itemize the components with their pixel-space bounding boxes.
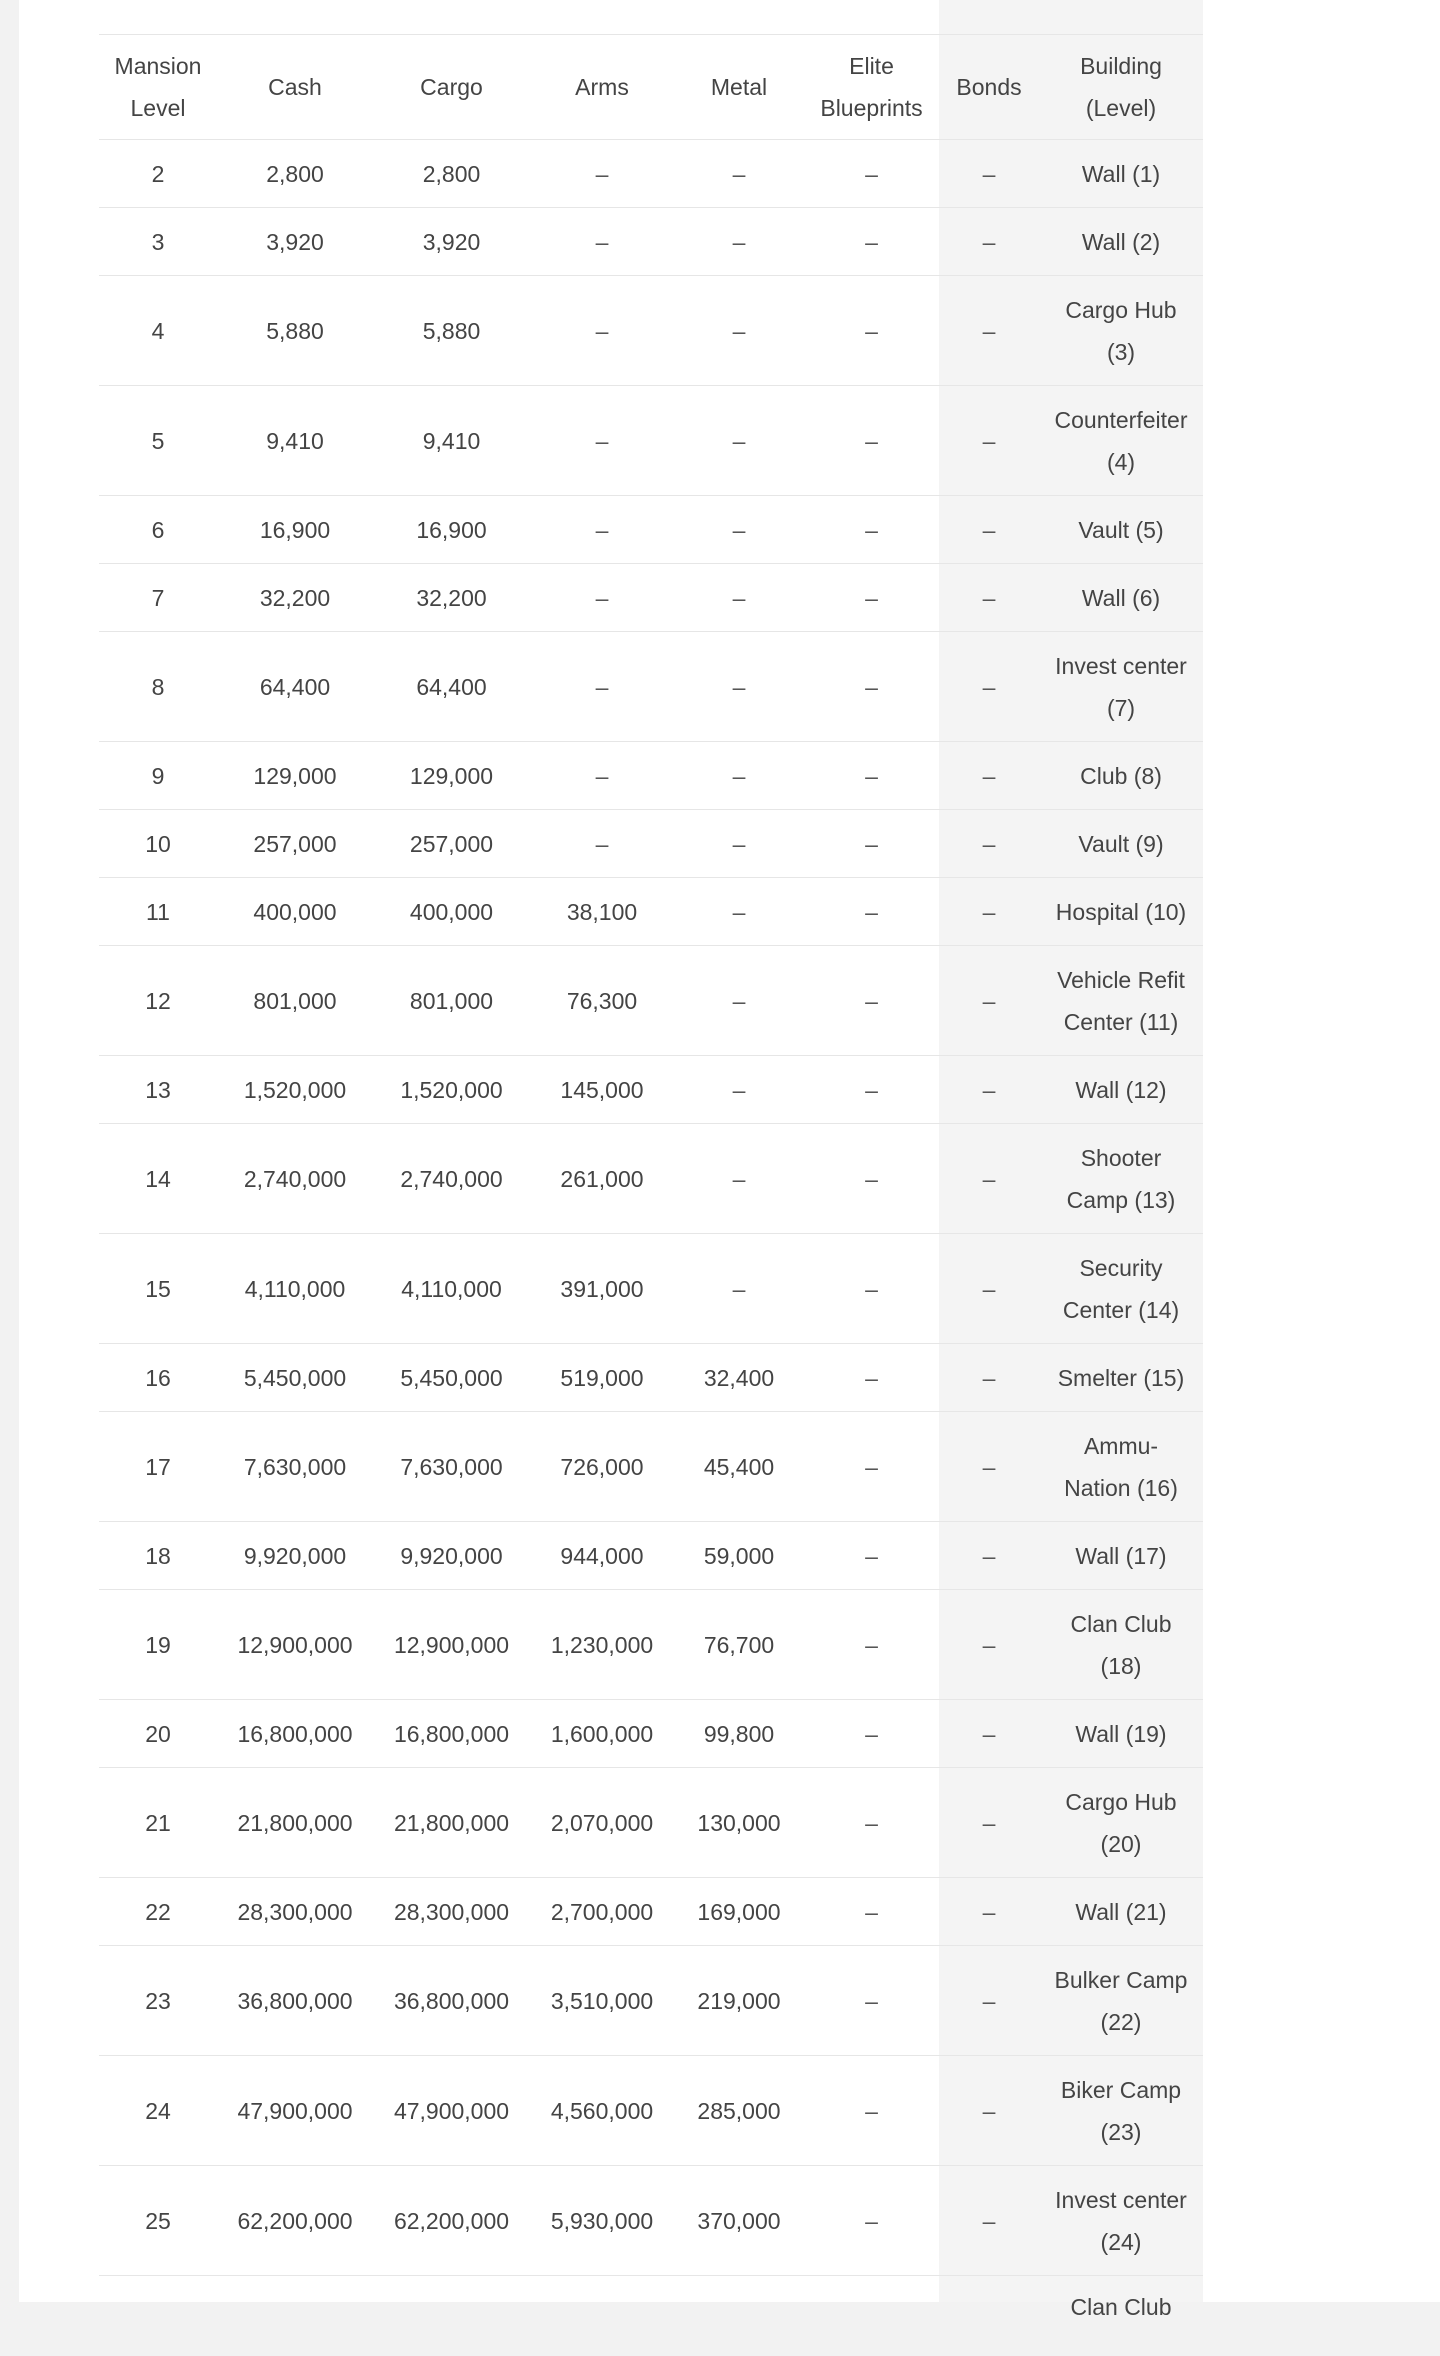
building-text: Invest center bbox=[1055, 653, 1187, 679]
column-header-text: Cargo bbox=[420, 74, 483, 100]
table-row bbox=[99, 1056, 1203, 1124]
elite-blueprints-cell: – bbox=[804, 1700, 939, 1768]
elite-blueprints-cell: – bbox=[804, 1590, 939, 1700]
column-header-bonds bbox=[939, 35, 1039, 140]
cash-cell: 28,300,000 bbox=[217, 1878, 373, 1946]
level-cell: 11 bbox=[99, 878, 217, 946]
arms-cell: 519,000 bbox=[530, 1344, 674, 1412]
cash-cell: 62,200,000 bbox=[217, 2166, 373, 2276]
empty-cell bbox=[217, 2276, 373, 2356]
cash-cell: 12,900,000 bbox=[217, 1590, 373, 1700]
cash-cell: 400,000 bbox=[217, 878, 373, 946]
table-row bbox=[99, 1344, 1203, 1412]
cargo-cell: 5,450,000 bbox=[373, 1344, 530, 1412]
elite-blueprints-cell: – bbox=[804, 878, 939, 946]
bonds-cell: – bbox=[939, 1768, 1039, 1878]
arms-cell: – bbox=[530, 386, 674, 496]
arms-cell: 391,000 bbox=[530, 1234, 674, 1344]
cash-cell: 7,630,000 bbox=[217, 1412, 373, 1522]
arms-cell: 76,300 bbox=[530, 946, 674, 1056]
table-row bbox=[99, 276, 1203, 386]
building-text: Invest center bbox=[1055, 2187, 1187, 2213]
building-cell bbox=[1039, 1946, 1203, 2056]
building-text: Biker Camp bbox=[1061, 2077, 1181, 2103]
elite-blueprints-cell: – bbox=[804, 276, 939, 386]
level-cell: 8 bbox=[99, 632, 217, 742]
building-text: Vehicle Refit bbox=[1057, 967, 1185, 993]
level-cell: 19 bbox=[99, 1590, 217, 1700]
metal-cell: 59,000 bbox=[674, 1522, 804, 1590]
level-cell: 22 bbox=[99, 1878, 217, 1946]
arms-cell: 5,930,000 bbox=[530, 2166, 674, 2276]
building-text: Cargo Hub bbox=[1065, 1789, 1176, 1815]
elite-blueprints-cell: – bbox=[804, 810, 939, 878]
building-text: Vault (5) bbox=[1078, 517, 1163, 543]
cargo-cell: 47,900,000 bbox=[373, 2056, 530, 2166]
column-header-text: Metal bbox=[711, 74, 767, 100]
building-cell bbox=[1039, 2166, 1203, 2276]
level-cell: 3 bbox=[99, 208, 217, 276]
building-cell bbox=[1039, 1590, 1203, 1700]
building-text: (20) bbox=[1101, 1831, 1142, 1857]
metal-cell: – bbox=[674, 208, 804, 276]
building-cell bbox=[1039, 1522, 1203, 1590]
arms-cell: 1,230,000 bbox=[530, 1590, 674, 1700]
cargo-cell: 129,000 bbox=[373, 742, 530, 810]
building-cell bbox=[1039, 742, 1203, 810]
table-row bbox=[99, 386, 1203, 496]
building-cell bbox=[1039, 1344, 1203, 1412]
level-cell: 5 bbox=[99, 386, 217, 496]
level-cell: 15 bbox=[99, 1234, 217, 1344]
bonds-cell: – bbox=[939, 2056, 1039, 2166]
cargo-cell: 62,200,000 bbox=[373, 2166, 530, 2276]
elite-blueprints-cell: – bbox=[804, 1056, 939, 1124]
column-header-text: Elite bbox=[849, 53, 894, 79]
left-margin bbox=[0, 0, 19, 2302]
building-cell bbox=[1039, 496, 1203, 564]
column-header-text: Mansion bbox=[115, 53, 202, 79]
right-margin bbox=[1203, 0, 1440, 2302]
building-text: Center (11) bbox=[1064, 1009, 1179, 1035]
table-row bbox=[99, 1878, 1203, 1946]
arms-cell: 944,000 bbox=[530, 1522, 674, 1590]
table-row bbox=[99, 810, 1203, 878]
building-text: Center (14) bbox=[1063, 1297, 1179, 1323]
table-row bbox=[99, 1234, 1203, 1344]
metal-cell: 219,000 bbox=[674, 1946, 804, 2056]
column-header-text: Cash bbox=[268, 74, 322, 100]
building-cell bbox=[1039, 140, 1203, 208]
arms-cell: – bbox=[530, 564, 674, 632]
arms-cell: 261,000 bbox=[530, 1124, 674, 1234]
building-cell bbox=[1039, 564, 1203, 632]
level-cell: 18 bbox=[99, 1522, 217, 1590]
cargo-cell: 7,630,000 bbox=[373, 1412, 530, 1522]
elite-blueprints-cell: – bbox=[804, 742, 939, 810]
bonds-cell: – bbox=[939, 1590, 1039, 1700]
arms-cell: 4,560,000 bbox=[530, 2056, 674, 2166]
building-text: (23) bbox=[1101, 2119, 1142, 2145]
level-cell: 21 bbox=[99, 1768, 217, 1878]
column-header-mansion-level bbox=[99, 35, 217, 140]
building-cell bbox=[1039, 276, 1203, 386]
elite-blueprints-cell: – bbox=[804, 140, 939, 208]
metal-cell: – bbox=[674, 810, 804, 878]
cash-cell: 2,740,000 bbox=[217, 1124, 373, 1234]
metal-cell: 32,400 bbox=[674, 1344, 804, 1412]
cargo-cell: 64,400 bbox=[373, 632, 530, 742]
bonds-cell: – bbox=[939, 276, 1039, 386]
column-header-elite-blueprints bbox=[804, 35, 939, 140]
metal-cell: – bbox=[674, 140, 804, 208]
elite-blueprints-cell: – bbox=[804, 1412, 939, 1522]
elite-blueprints-cell: – bbox=[804, 564, 939, 632]
building-text: Wall (21) bbox=[1075, 1899, 1166, 1925]
column-header-arms bbox=[530, 35, 674, 140]
metal-cell: – bbox=[674, 276, 804, 386]
cash-cell: 257,000 bbox=[217, 810, 373, 878]
elite-blueprints-cell: – bbox=[804, 496, 939, 564]
column-header-text: Arms bbox=[575, 74, 629, 100]
table-row bbox=[99, 2166, 1203, 2276]
level-cell: 16 bbox=[99, 1344, 217, 1412]
arms-cell: 726,000 bbox=[530, 1412, 674, 1522]
cargo-cell: 21,800,000 bbox=[373, 1768, 530, 1878]
column-header-text: (Level) bbox=[1086, 95, 1156, 121]
cash-cell: 5,450,000 bbox=[217, 1344, 373, 1412]
building-text: Wall (12) bbox=[1075, 1077, 1166, 1103]
column-header-cargo bbox=[373, 35, 530, 140]
elite-blueprints-cell: – bbox=[804, 1234, 939, 1344]
bonds-cell: – bbox=[939, 564, 1039, 632]
arms-cell: – bbox=[530, 632, 674, 742]
table-body bbox=[99, 140, 1203, 2356]
elite-blueprints-cell: – bbox=[804, 208, 939, 276]
building-text: Wall (17) bbox=[1075, 1543, 1166, 1569]
level-cell: 9 bbox=[99, 742, 217, 810]
building-text: Wall (6) bbox=[1082, 585, 1160, 611]
building-cell bbox=[1039, 1412, 1203, 1522]
bonds-cell: – bbox=[939, 742, 1039, 810]
mansion-upgrade-table bbox=[99, 34, 1203, 2356]
elite-blueprints-cell: – bbox=[804, 1878, 939, 1946]
header-row bbox=[99, 35, 1203, 140]
bonds-cell: – bbox=[939, 810, 1039, 878]
table-row bbox=[99, 878, 1203, 946]
cargo-cell: 257,000 bbox=[373, 810, 530, 878]
table-row bbox=[99, 1768, 1203, 1878]
table-row-partial bbox=[99, 2276, 1203, 2356]
metal-cell: – bbox=[674, 564, 804, 632]
bonds-cell: – bbox=[939, 946, 1039, 1056]
level-cell: 24 bbox=[99, 2056, 217, 2166]
building-cell: Clan Club bbox=[1039, 2276, 1203, 2356]
elite-blueprints-cell: – bbox=[804, 2056, 939, 2166]
building-cell bbox=[1039, 878, 1203, 946]
arms-cell: – bbox=[530, 496, 674, 564]
column-header-building-level bbox=[1039, 35, 1203, 140]
bonds-cell: – bbox=[939, 386, 1039, 496]
building-cell bbox=[1039, 2056, 1203, 2166]
bonds-cell: – bbox=[939, 1344, 1039, 1412]
cargo-cell: 400,000 bbox=[373, 878, 530, 946]
bonds-cell: – bbox=[939, 878, 1039, 946]
building-cell bbox=[1039, 386, 1203, 496]
building-text: Vault (9) bbox=[1078, 831, 1163, 857]
metal-cell: 130,000 bbox=[674, 1768, 804, 1878]
cash-cell: 9,410 bbox=[217, 386, 373, 496]
arms-cell: – bbox=[530, 742, 674, 810]
building-text: Nation (16) bbox=[1064, 1475, 1178, 1501]
cash-cell: 16,800,000 bbox=[217, 1700, 373, 1768]
arms-cell: 2,700,000 bbox=[530, 1878, 674, 1946]
arms-cell: – bbox=[530, 140, 674, 208]
bonds-cell: – bbox=[939, 1878, 1039, 1946]
empty-cell bbox=[373, 2276, 530, 2356]
cash-cell: 16,900 bbox=[217, 496, 373, 564]
metal-cell: – bbox=[674, 496, 804, 564]
building-text: Club (8) bbox=[1080, 763, 1162, 789]
elite-blueprints-cell: – bbox=[804, 2166, 939, 2276]
cargo-cell: 9,410 bbox=[373, 386, 530, 496]
metal-cell: 370,000 bbox=[674, 2166, 804, 2276]
building-text: Camp (13) bbox=[1067, 1187, 1176, 1213]
cash-cell: 4,110,000 bbox=[217, 1234, 373, 1344]
bonds-cell: – bbox=[939, 1522, 1039, 1590]
building-text: Ammu- bbox=[1084, 1433, 1158, 1459]
metal-cell: – bbox=[674, 742, 804, 810]
metal-cell: – bbox=[674, 1056, 804, 1124]
building-cell bbox=[1039, 1768, 1203, 1878]
arms-cell: 3,510,000 bbox=[530, 1946, 674, 2056]
bonds-cell: – bbox=[939, 496, 1039, 564]
arms-cell: – bbox=[530, 276, 674, 386]
empty-cell bbox=[530, 2276, 674, 2356]
bonds-cell: – bbox=[939, 632, 1039, 742]
empty-cell bbox=[804, 2276, 939, 2356]
building-text: Shooter bbox=[1081, 1145, 1162, 1171]
building-cell bbox=[1039, 208, 1203, 276]
table-row bbox=[99, 1946, 1203, 2056]
table-row bbox=[99, 1522, 1203, 1590]
building-cell bbox=[1039, 1124, 1203, 1234]
elite-blueprints-cell: – bbox=[804, 1124, 939, 1234]
cargo-cell: 5,880 bbox=[373, 276, 530, 386]
metal-cell: – bbox=[674, 632, 804, 742]
bonds-cell: – bbox=[939, 1056, 1039, 1124]
cash-cell: 1,520,000 bbox=[217, 1056, 373, 1124]
level-cell: 14 bbox=[99, 1124, 217, 1234]
column-header-text: Level bbox=[131, 95, 186, 121]
building-cell bbox=[1039, 810, 1203, 878]
table-header bbox=[99, 35, 1203, 140]
building-text: (18) bbox=[1101, 1653, 1142, 1679]
bonds-cell: – bbox=[939, 1124, 1039, 1234]
building-cell bbox=[1039, 946, 1203, 1056]
cash-cell: 801,000 bbox=[217, 946, 373, 1056]
level-cell: 6 bbox=[99, 496, 217, 564]
level-cell: 4 bbox=[99, 276, 217, 386]
table-row bbox=[99, 1590, 1203, 1700]
building-text: (24) bbox=[1101, 2229, 1142, 2255]
metal-cell: 99,800 bbox=[674, 1700, 804, 1768]
table-row bbox=[99, 1700, 1203, 1768]
building-text: (7) bbox=[1107, 695, 1135, 721]
cargo-cell: 1,520,000 bbox=[373, 1056, 530, 1124]
cargo-cell: 2,740,000 bbox=[373, 1124, 530, 1234]
level-cell: 20 bbox=[99, 1700, 217, 1768]
bonds-cell: – bbox=[939, 2166, 1039, 2276]
level-cell: 10 bbox=[99, 810, 217, 878]
cash-cell: 2,800 bbox=[217, 140, 373, 208]
column-header-metal bbox=[674, 35, 804, 140]
building-text: Counterfeiter bbox=[1055, 407, 1188, 433]
cargo-cell: 3,920 bbox=[373, 208, 530, 276]
cash-cell: 36,800,000 bbox=[217, 1946, 373, 2056]
cargo-cell: 32,200 bbox=[373, 564, 530, 632]
table-row bbox=[99, 2056, 1203, 2166]
building-text: (22) bbox=[1101, 2009, 1142, 2035]
table-row bbox=[99, 496, 1203, 564]
cash-cell: 64,400 bbox=[217, 632, 373, 742]
arms-cell: 2,070,000 bbox=[530, 1768, 674, 1878]
cargo-cell: 16,800,000 bbox=[373, 1700, 530, 1768]
bonds-cell: – bbox=[939, 1412, 1039, 1522]
table-row bbox=[99, 208, 1203, 276]
column-header-text: Building bbox=[1080, 53, 1162, 79]
empty-cell bbox=[674, 2276, 804, 2356]
empty-cell bbox=[939, 2276, 1039, 2356]
column-header-cash bbox=[217, 35, 373, 140]
cargo-cell: 4,110,000 bbox=[373, 1234, 530, 1344]
metal-cell: 45,400 bbox=[674, 1412, 804, 1522]
building-cell bbox=[1039, 632, 1203, 742]
bonds-cell: – bbox=[939, 1234, 1039, 1344]
bonds-cell: – bbox=[939, 1700, 1039, 1768]
bonds-cell: – bbox=[939, 208, 1039, 276]
bonds-cell: – bbox=[939, 140, 1039, 208]
level-cell: 23 bbox=[99, 1946, 217, 2056]
building-text: Bulker Camp bbox=[1055, 1967, 1188, 1993]
level-cell: 7 bbox=[99, 564, 217, 632]
cash-cell: 5,880 bbox=[217, 276, 373, 386]
table-row bbox=[99, 742, 1203, 810]
elite-blueprints-cell: – bbox=[804, 1946, 939, 2056]
cash-cell: 47,900,000 bbox=[217, 2056, 373, 2166]
cash-cell: 9,920,000 bbox=[217, 1522, 373, 1590]
empty-cell bbox=[99, 2276, 217, 2356]
elite-blueprints-cell: – bbox=[804, 1522, 939, 1590]
elite-blueprints-cell: – bbox=[804, 632, 939, 742]
cargo-cell: 16,900 bbox=[373, 496, 530, 564]
cargo-cell: 2,800 bbox=[373, 140, 530, 208]
column-header-text: Blueprints bbox=[820, 95, 922, 121]
metal-cell: – bbox=[674, 1124, 804, 1234]
cargo-cell: 28,300,000 bbox=[373, 1878, 530, 1946]
arms-cell: – bbox=[530, 208, 674, 276]
metal-cell: – bbox=[674, 386, 804, 496]
level-cell: 25 bbox=[99, 2166, 217, 2276]
metal-cell: – bbox=[674, 1234, 804, 1344]
building-cell bbox=[1039, 1056, 1203, 1124]
building-text: Wall (19) bbox=[1075, 1721, 1166, 1747]
cash-cell: 3,920 bbox=[217, 208, 373, 276]
elite-blueprints-cell: – bbox=[804, 1344, 939, 1412]
elite-blueprints-cell: – bbox=[804, 1768, 939, 1878]
arms-cell: 38,100 bbox=[530, 878, 674, 946]
level-cell: 13 bbox=[99, 1056, 217, 1124]
level-cell: 2 bbox=[99, 140, 217, 208]
building-text: (3) bbox=[1107, 339, 1135, 365]
building-cell bbox=[1039, 1878, 1203, 1946]
column-header-text: Bonds bbox=[956, 74, 1021, 100]
arms-cell: 1,600,000 bbox=[530, 1700, 674, 1768]
bonds-cell: – bbox=[939, 1946, 1039, 2056]
metal-cell: – bbox=[674, 946, 804, 1056]
building-text: Cargo Hub bbox=[1065, 297, 1176, 323]
metal-cell: 76,700 bbox=[674, 1590, 804, 1700]
building-cell bbox=[1039, 1700, 1203, 1768]
building-cell bbox=[1039, 1234, 1203, 1344]
table-row bbox=[99, 946, 1203, 1056]
table-row bbox=[99, 1124, 1203, 1234]
level-cell: 12 bbox=[99, 946, 217, 1056]
arms-cell: 145,000 bbox=[530, 1056, 674, 1124]
elite-blueprints-cell: – bbox=[804, 946, 939, 1056]
building-text: Security bbox=[1079, 1255, 1162, 1281]
table-row bbox=[99, 564, 1203, 632]
level-cell: 17 bbox=[99, 1412, 217, 1522]
building-text: Clan Club bbox=[1071, 1611, 1172, 1637]
metal-cell: 169,000 bbox=[674, 1878, 804, 1946]
elite-blueprints-cell: – bbox=[804, 386, 939, 496]
cargo-cell: 12,900,000 bbox=[373, 1590, 530, 1700]
table-row bbox=[99, 140, 1203, 208]
building-text: Wall (1) bbox=[1082, 161, 1160, 187]
table-row bbox=[99, 632, 1203, 742]
metal-cell: – bbox=[674, 878, 804, 946]
table-row bbox=[99, 1412, 1203, 1522]
metal-cell: 285,000 bbox=[674, 2056, 804, 2166]
building-text: Smelter (15) bbox=[1058, 1365, 1185, 1391]
cargo-cell: 9,920,000 bbox=[373, 1522, 530, 1590]
building-text: (4) bbox=[1107, 449, 1135, 475]
building-text: Wall (2) bbox=[1082, 229, 1160, 255]
arms-cell: – bbox=[530, 810, 674, 878]
upgrade-cost-table bbox=[99, 34, 1203, 2356]
cash-cell: 32,200 bbox=[217, 564, 373, 632]
cargo-cell: 36,800,000 bbox=[373, 1946, 530, 2056]
cash-cell: 129,000 bbox=[217, 742, 373, 810]
cargo-cell: 801,000 bbox=[373, 946, 530, 1056]
building-text: Hospital (10) bbox=[1056, 899, 1186, 925]
cash-cell: 21,800,000 bbox=[217, 1768, 373, 1878]
